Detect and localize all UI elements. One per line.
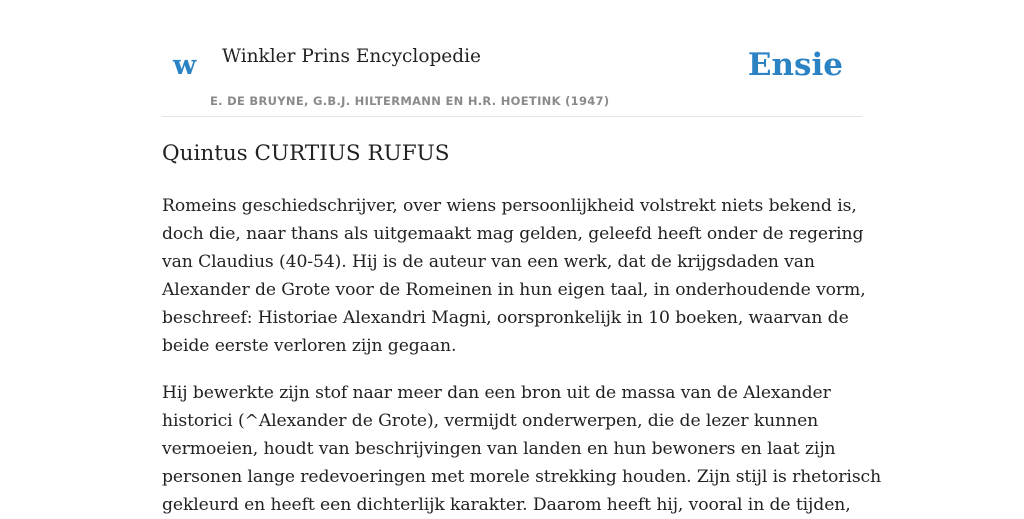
paragraph-line: Romeins geschiedschrijver, over wiens persoonlijkheid volstrekt niets bekend is, xyxy=(162,196,857,216)
paragraph-line: beschreef: Historiae Alexandri Magni, oorspronkelijk in 10 boeken, waarvan de xyxy=(162,308,849,328)
source-authors: E. DE BRUYNE, G.B.J. HILTERMANN EN H.R. HOETINK (1947) xyxy=(210,94,610,108)
paragraph-line: historici (^Alexander de Grote), vermijdt onderwerpen, die de lezer kunnen xyxy=(162,411,819,431)
paragraph-line: Alexander de Grote voor de Romeinen in hun eigen taal, in onderhoudende vorm, xyxy=(162,280,866,300)
ensie-logo[interactable]: Ensie xyxy=(747,47,843,83)
paragraph-line: Hij bewerkte zijn stof naar meer dan een bron uit de massa van de Alexander xyxy=(162,383,831,403)
paragraph-line: gekleurd en heeft een dichterlijk karakter. Daarom heeft hij, vooral in de tijden, xyxy=(162,495,851,515)
site-header xyxy=(162,0,862,117)
page xyxy=(162,0,882,515)
paragraph-line: personen lange redevoeringen met morele strekking houden. Zijn stijl is rhetorisch xyxy=(162,467,882,487)
article-paragraph-2 xyxy=(162,379,882,519)
paragraph-line: vermoeien, houdt van beschrijvingen van landen en hun bewoners en laat zijn xyxy=(162,439,836,459)
source-title[interactable]: Winkler Prins Encyclopedie xyxy=(222,46,481,67)
article-paragraph-1 xyxy=(162,192,866,360)
paragraph-line: van Claudius (40-54). Hij is de auteur van een werk, dat de krijgsdaden van xyxy=(162,252,815,272)
paragraph-line: beide eerste verloren zijn gegaan. xyxy=(162,336,457,356)
article-title: Quintus CURTIUS RUFUS xyxy=(162,141,450,166)
winkler-prins-logo[interactable]: w xyxy=(173,50,197,81)
paragraph-line: doch die, naar thans als uitgemaakt mag gelden, geleefd heeft onder de regering xyxy=(162,224,864,244)
